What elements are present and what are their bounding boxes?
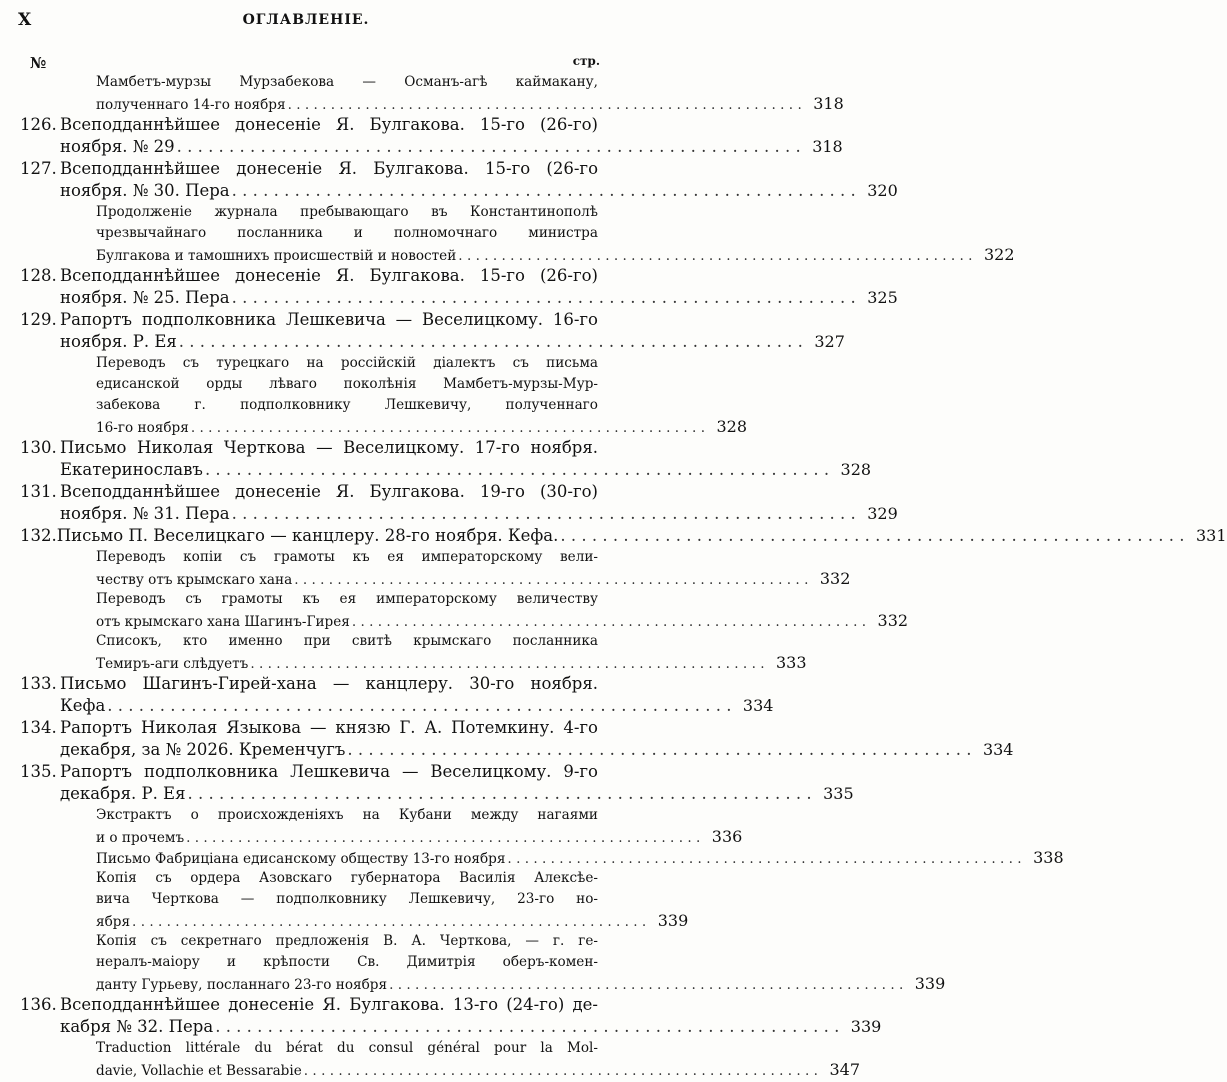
entry-text: полученнаго 14-го ноября <box>96 97 286 113</box>
entry-text: Всеподданнѣйшее донесеніе Я. Булгакова. 15-го (26-го <box>60 159 598 178</box>
entry-text: едисанской орды лѣваго поколѣнія Мамбетъ-мурзы-Мур- <box>96 376 598 392</box>
page-number: 339 <box>850 1017 882 1036</box>
entry-text: Екатеринославъ <box>60 460 203 479</box>
entry-text: Копія съ секретнаго предложенія В. А. Черткова, — г. ге- <box>96 933 598 949</box>
toc-subentry <box>0 847 1064 868</box>
toc-line <box>0 673 612 695</box>
table-of-contents <box>0 72 1227 1080</box>
toc-line <box>0 309 612 331</box>
page-number: 339 <box>657 911 689 930</box>
page-number: 329 <box>867 504 898 523</box>
entry-text: Письмо Николая Черткова — Веселицкому. 17-го ноября. <box>60 438 598 457</box>
entry-text: Письмо Шагинъ-Гирей-хана — канцлеру. 30-го ноября. <box>60 674 598 693</box>
toc-line <box>0 589 612 610</box>
entry-text: чрезвычайнаго посланника и полномочнаго министра <box>96 225 598 241</box>
toc-line <box>0 244 1015 265</box>
dot-leader: . . . . . . . . . . . . . . . . . . . . . . . . . . . . . . . . . . . . . . . . . . . . . . . . . . . . . . . . . . . . <box>507 851 1022 867</box>
page-number: 335 <box>823 784 854 803</box>
page-number: 327 <box>814 332 845 351</box>
toc-line <box>0 525 1227 547</box>
toc-line <box>0 547 612 568</box>
entry-text: ноября. № 31. Пера <box>60 504 230 523</box>
toc-line <box>0 180 898 202</box>
entry-text: davie, Vollachie et Bessarabie <box>96 1063 302 1079</box>
toc-entry <box>0 437 872 481</box>
dot-leader: . . . . . . . . . . . . . . . . . . . . . . . . . . . . . . . . . . . . . . . . . . . . . . . . . . . . . . . . . . . . <box>107 696 732 715</box>
toc-line <box>0 158 612 180</box>
entry-text: Всеподданнѣйшее донесеніе Я. Булгакова. 19-го (30-го) <box>60 482 598 501</box>
entry-number: 128. <box>20 266 57 285</box>
toc-line <box>0 114 612 136</box>
entry-text: декабря, за № 2026. Кременчугъ <box>60 740 346 759</box>
entry-text: отъ крымскаго хана Шагинъ-Гирея <box>96 614 350 630</box>
toc-line <box>0 761 612 783</box>
entry-number: 134. <box>20 718 57 737</box>
toc-subentry <box>0 589 909 631</box>
page-number: 333 <box>776 653 807 672</box>
page-number: 347 <box>829 1060 860 1079</box>
toc-line <box>0 331 845 353</box>
entry-text: Экстрактъ о происхожденіяхъ на Кубани между нагаями <box>96 807 598 823</box>
page-number: 332 <box>877 611 909 630</box>
toc-line <box>0 1016 882 1038</box>
entry-text: Traduction littérale du bérat du consul général pour la Mol- <box>96 1040 598 1056</box>
dot-leader: . . . . . . . . . . . . . . . . . . . . . . . . . . . . . . . . . . . . . . . . . . . . . . . . . . . . . . . . . . . . <box>178 332 803 351</box>
toc-line <box>0 202 612 223</box>
toc-line <box>0 568 851 589</box>
toc-line <box>0 973 946 994</box>
toc-entry <box>0 309 845 353</box>
entry-number: 129. <box>20 310 57 329</box>
toc-entry <box>0 481 898 525</box>
entry-text: Темиръ-аги слѣдуетъ <box>96 656 249 672</box>
toc-line <box>0 610 909 631</box>
entry-text: нералъ-маіору и крѣпости Св. Димитрія оберъ-комен- <box>96 954 598 970</box>
entry-text: 16-го ноября <box>96 420 189 436</box>
page-number: 339 <box>914 974 946 993</box>
toc-entry <box>0 525 1227 547</box>
toc-line <box>0 287 898 309</box>
toc-line <box>0 72 612 93</box>
page-column-header: стр. <box>572 54 600 68</box>
toc-line <box>0 416 748 437</box>
entry-text: ноября. № 29 <box>60 137 175 156</box>
toc-line <box>0 503 898 525</box>
toc-subentry <box>0 1038 860 1080</box>
page-number: 328 <box>840 460 872 479</box>
entry-text: Продолженіе журнала пребывающаго въ Константинополѣ <box>96 204 598 220</box>
toc-line <box>0 374 612 395</box>
dot-leader: . . . . . . . . . . . . . . . . . . . . . . . . . . . . . . . . . . . . . . . . . . . . . . . . . . . . . . . . . . . . <box>231 181 856 200</box>
dot-leader: . . . . . . . . . . . . . . . . . . . . . . . . . . . . . . . . . . . . . . . . . . . . . . . . . . . . . . . . . . . . <box>347 740 972 759</box>
dot-leader: . . . . . . . . . . . . . . . . . . . . . . . . . . . . . . . . . . . . . . . . . . . . . . . . . . . . . . . . . . . . <box>250 656 765 672</box>
toc-line <box>0 695 774 717</box>
column-headers <box>0 54 612 74</box>
toc-line <box>0 868 612 889</box>
toc-line <box>0 1059 860 1080</box>
toc-line <box>0 265 612 287</box>
toc-line <box>0 93 844 114</box>
toc-line <box>0 631 612 652</box>
toc-line <box>0 994 612 1016</box>
entry-text: Рапортъ Николая Языкова — князю Г. А. Потемкину. 4-го <box>60 718 598 737</box>
entry-text: Переводъ съ грамоты къ ея императорскому величеству <box>96 591 598 607</box>
entry-text: Письмо Фабриціана едисанскому обществу 13-го ноября <box>96 851 506 867</box>
toc-line <box>0 805 612 826</box>
toc-line <box>0 931 612 952</box>
dot-leader: . . . . . . . . . . . . . . . . . . . . . . . . . . . . . . . . . . . . . . . . . . . . . . . . . . . . . . . . . . . . <box>132 914 647 930</box>
toc-subentry <box>0 72 844 114</box>
entry-text: ноября. № 30. Пера <box>60 181 230 200</box>
toc-entry <box>0 717 1014 761</box>
toc-line <box>0 652 807 673</box>
toc-entry <box>0 158 898 202</box>
entry-text: Булгакова и тамошнихъ происшествій и новостей <box>96 248 457 264</box>
dot-leader: . . . . . . . . . . . . . . . . . . . . . . . . . . . . . . . . . . . . . . . . . . . . . . . . . . . . . . . . . . . . <box>389 977 904 993</box>
entry-text: Всеподданнѣйшее донесеніе Я. Булгакова. 13-го (24-го) де- <box>60 995 598 1014</box>
toc-line <box>0 459 872 481</box>
toc-line <box>0 952 612 973</box>
page-number: 320 <box>867 181 898 200</box>
toc-line <box>0 136 843 158</box>
dot-leader: . . . . . . . . . . . . . . . . . . . . . . . . . . . . . . . . . . . . . . . . . . . . . . . . . . . . . . . . . . . . <box>231 288 856 307</box>
toc-entry <box>0 994 882 1038</box>
entry-text: Рапортъ подполковника Лешкевича — Веселицкому. 16-го <box>60 310 598 329</box>
entry-number: 126. <box>20 115 57 134</box>
entry-text: Переводъ копіи съ грамоты къ ея императорскому вели- <box>96 549 598 565</box>
toc-subentry <box>0 868 689 931</box>
entry-text: кабря № 32. Пера <box>60 1017 214 1036</box>
toc-line <box>0 826 743 847</box>
toc-entry <box>0 673 774 717</box>
toc-entry <box>0 265 898 309</box>
dot-leader: . . . . . . . . . . . . . . . . . . . . . . . . . . . . . . . . . . . . . . . . . . . . . . . . . . . . . . . . . . . . <box>560 526 1185 545</box>
page-title: ОГЛАВЛЕНІЕ. <box>242 12 370 28</box>
toc-line <box>0 717 612 739</box>
page-number: 318 <box>812 137 843 156</box>
entry-text: данту Гурьеву, посланнаго 23-го ноября <box>96 977 388 993</box>
toc-line <box>0 739 1014 761</box>
entry-text: Переводъ съ турецкаго на россійскій діалектъ съ письма <box>96 355 598 371</box>
toc-entry <box>0 761 854 805</box>
page-number: 331 <box>1195 526 1227 545</box>
entry-number: 130. <box>20 438 57 457</box>
toc-line <box>0 437 612 459</box>
entry-number: 135. <box>20 762 57 781</box>
page-number: 338 <box>1033 848 1064 867</box>
dot-leader: . . . . . . . . . . . . . . . . . . . . . . . . . . . . . . . . . . . . . . . . . . . . . . . . . . . . . . . . . . . . <box>186 830 701 846</box>
toc-line <box>0 889 612 910</box>
entry-number: 133. <box>20 674 57 693</box>
dot-leader: . . . . . . . . . . . . . . . . . . . . . . . . . . . . . . . . . . . . . . . . . . . . . . . . . . . . . . . . . . . . <box>176 137 801 156</box>
entry-text: Копія съ ордера Азовскаго губернатора Василія Алексѣе- <box>96 870 598 886</box>
entry-number: 131. <box>20 482 57 501</box>
dot-leader: . . . . . . . . . . . . . . . . . . . . . . . . . . . . . . . . . . . . . . . . . . . . . . . . . . . . . . . . . . . . <box>187 784 812 803</box>
toc-line <box>0 395 612 416</box>
number-column-header: № <box>30 54 47 72</box>
toc-subentry <box>0 805 743 847</box>
toc-subentry <box>0 631 807 673</box>
toc-line <box>0 910 689 931</box>
entry-text: Списокъ, кто именно при свитѣ крымскаго посланника <box>96 633 598 649</box>
dot-leader: . . . . . . . . . . . . . . . . . . . . . . . . . . . . . . . . . . . . . . . . . . . . . . . . . . . . . . . . . . . . <box>303 1063 818 1079</box>
dot-leader: . . . . . . . . . . . . . . . . . . . . . . . . . . . . . . . . . . . . . . . . . . . . . . . . . . . . . . . . . . . . <box>204 460 830 479</box>
entry-text: вича Черткова — подполковнику Лешкевичу, 23-го но- <box>96 891 598 907</box>
dot-leader: . . . . . . . . . . . . . . . . . . . . . . . . . . . . . . . . . . . . . . . . . . . . . . . . . . . . . . . . . . . . <box>351 614 867 630</box>
entry-text: и о прочемъ <box>96 830 185 846</box>
toc-subentry <box>0 202 1015 265</box>
page-roman-numeral: X <box>18 10 32 30</box>
dot-leader: . . . . . . . . . . . . . . . . . . . . . . . . . . . . . . . . . . . . . . . . . . . . . . . . . . . . . . . . . . . . <box>215 1017 840 1036</box>
toc-line <box>0 1038 612 1059</box>
page-number: 334 <box>982 740 1014 759</box>
entry-text: ября <box>96 914 131 930</box>
dot-leader: . . . . . . . . . . . . . . . . . . . . . . . . . . . . . . . . . . . . . . . . . . . . . . . . . . . . . . . . . . . . <box>294 572 809 588</box>
toc-line <box>0 223 612 244</box>
entry-text: Всеподданнѣйшее донесеніе Я. Булгакова. 15-го (26-го) <box>60 266 598 285</box>
page-number: 336 <box>711 827 743 846</box>
entry-text: декабря. Р. Ея <box>60 784 186 803</box>
page-header <box>0 8 612 36</box>
toc-subentry <box>0 547 851 589</box>
toc-subentry <box>0 931 946 994</box>
toc-line <box>0 783 854 805</box>
dot-leader: . . . . . . . . . . . . . . . . . . . . . . . . . . . . . . . . . . . . . . . . . . . . . . . . . . . . . . . . . . . . <box>287 97 802 113</box>
page-number: 322 <box>983 245 1015 264</box>
dot-leader: . . . . . . . . . . . . . . . . . . . . . . . . . . . . . . . . . . . . . . . . . . . . . . . . . . . . . . . . . . . . <box>231 504 856 523</box>
toc-entry <box>0 114 843 158</box>
dot-leader: . . . . . . . . . . . . . . . . . . . . . . . . . . . . . . . . . . . . . . . . . . . . . . . . . . . . . . . . . . . . <box>458 248 973 264</box>
page-number: 332 <box>819 569 851 588</box>
entry-number: 136. <box>20 995 57 1014</box>
toc-line <box>0 353 612 374</box>
page-number: 334 <box>742 696 774 715</box>
dot-leader: . . . . . . . . . . . . . . . . . . . . . . . . . . . . . . . . . . . . . . . . . . . . . . . . . . . . . . . . . . . . <box>190 420 706 436</box>
entry-text: ноября. Р. Ея <box>60 332 177 351</box>
entry-text: ноября. № 25. Пера <box>60 288 230 307</box>
toc-line <box>0 481 612 503</box>
entry-text: честву отъ крымскаго хана <box>96 572 293 588</box>
entry-text: Мамбетъ-мурзы Мурзабекова — Османъ-агѣ каймакану, <box>96 74 598 90</box>
entry-text: забекова г. подполковнику Лешкевичу, полученнаго <box>96 397 598 413</box>
entry-text: Рапортъ подполковника Лешкевича — Веселицкому. 9-го <box>60 762 598 781</box>
page-number: 325 <box>867 288 898 307</box>
toc-subentry <box>0 353 748 437</box>
page-number: 328 <box>716 417 748 436</box>
entry-text: Письмо П. Веселицкаго — канцлеру. 28-го ноября. Кефа. <box>56 526 559 545</box>
entry-number: 132. <box>20 526 57 545</box>
entry-text: Всеподданнѣйшее донесеніе Я. Булгакова. 15-го (26-го) <box>60 115 598 134</box>
entry-number: 127. <box>20 159 57 178</box>
page-number: 318 <box>813 94 844 113</box>
entry-text: Кефа <box>60 696 106 715</box>
toc-line <box>0 847 1064 868</box>
